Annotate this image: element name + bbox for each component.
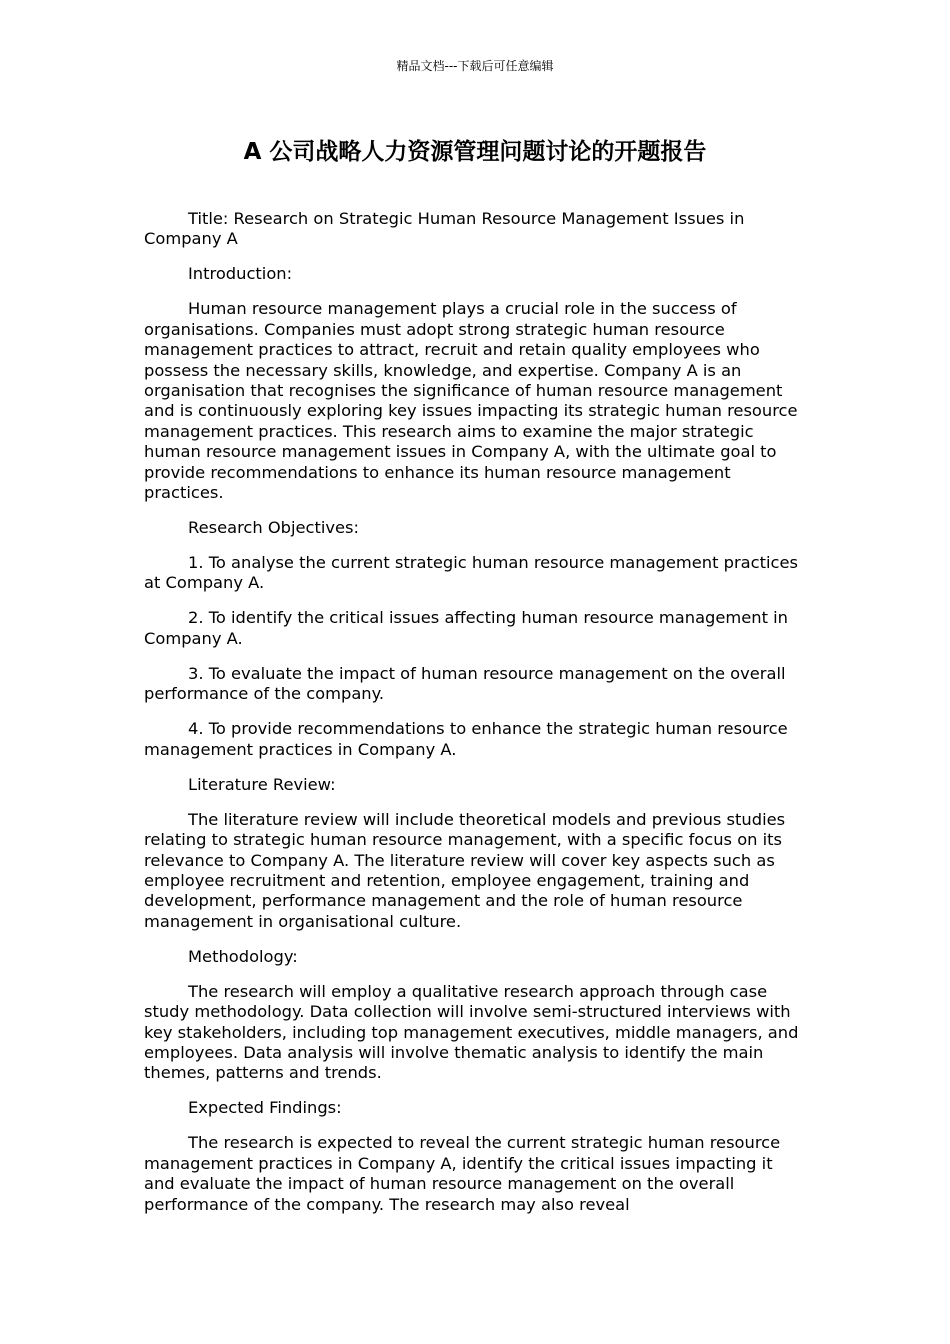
objective-item: 1. To analyse the current strategic human resource management practices at Company A. — [144, 553, 798, 593]
heading-expected-findings: Expected Findings: — [188, 1098, 342, 1118]
objective-item: 2. To identify the critical issues affecting human resource management in Company A. — [144, 608, 789, 648]
paragraph-expected-findings: The research is expected to reveal the current strategic human resource management practices in Company A, identify the critical issues impacting it and evaluate the impact of human resource management on the overall performance of the company. The research may also reveal — [144, 1133, 781, 1214]
document-body — [144, 209, 806, 1230]
document-title: A 公司战略人力资源管理问题讨论的开题报告 — [243, 139, 707, 165]
objective-item: 4. To provide recommendations to enhance the strategic human resource management practices in Company A. — [144, 719, 788, 759]
heading-research-objectives: Research Objectives: — [188, 518, 360, 538]
paragraph-title-line: Title: Research on Strategic Human Resource Management Issues in Company A — [144, 209, 745, 249]
paragraph-methodology: The research will employ a qualitative research approach through case study methodology. Data collection will involve semi-structured interviews with key stakeholders, including top management executives, middle managers, and employees. Data analysis will involve thematic analysis to identify the main themes, patterns and trends. — [144, 981, 799, 1083]
heading-literature-review: Literature Review: — [188, 774, 336, 794]
header-note: 精品文档---下载后可任意编辑 — [396, 59, 554, 73]
paragraph-literature-review: The literature review will include theoretical models and previous studies relating to strategic human resource management, with a specific focus on its relevance to Company A. The literature review will cover key aspects such as employee recruitment and retention, employee engagement, training and development, performance management and the role of human resource management in organisational culture. — [144, 809, 786, 931]
paragraph-introduction: Human resource management plays a crucial role in the success of organisations. Companies must adopt strong strategic human resource management practices to attract, recruit and retain quality employees who possess the necessary skills, knowledge, and expertise. Company A is an organisation that recognises the significance of human resource management and is continuously exploring key issues impacting its strategic human resource management practices. This research aims to examine the major strategic human resource management issues in Company A, with the ultimate goal to provide recommendations to enhance its human resource management practices. — [144, 299, 798, 503]
objective-item: 3. To evaluate the impact of human resource management on the overall performance of the company. — [144, 663, 786, 704]
heading-introduction: Introduction: — [188, 264, 293, 284]
heading-methodology: Methodology: — [188, 946, 298, 966]
